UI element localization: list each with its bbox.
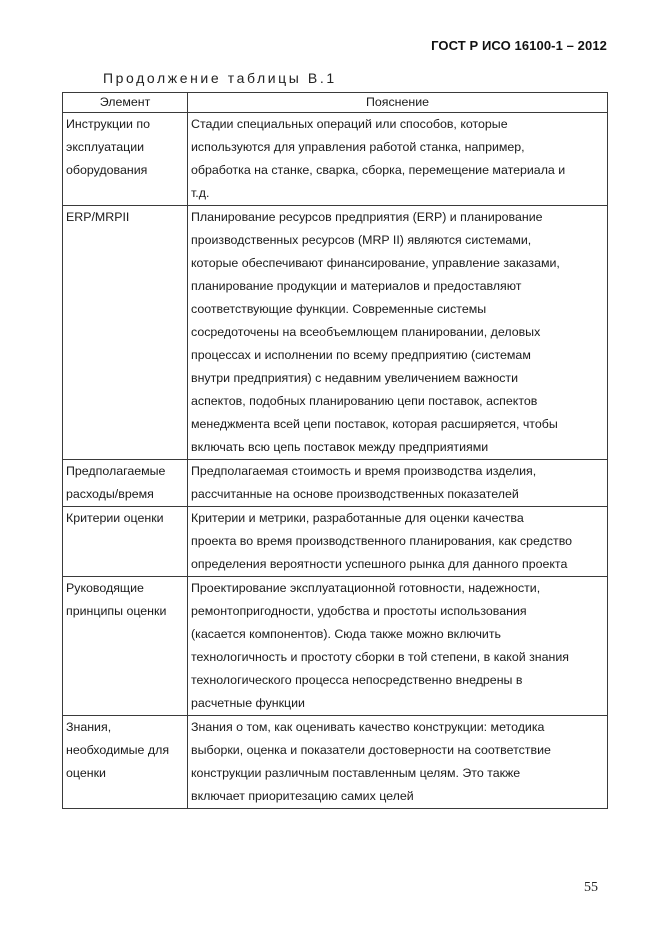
table-row [63,206,608,460]
element-text: ERP/MRPII [66,210,130,224]
explanation-text: Планирование ресурсов предприятия (ERP) и планирование производственных ресурсов (MRP II) являются системами, которые обеспечивают финансирование, управление заказами, планирование продукции и материалов и предоставляют соответствующие функции. Современные системы сосредоточены на всеобъемлющем планировании, деловых процессах и исполнении по всему предприятию (системам внутри предприятия) с недавним увеличением важности аспектов, подобных планированию цепи поставок, аспектов менеджмента всей цепи поставок, которая расширяется, чтобы включать всю цепь поставок между предприятиями [191,210,560,454]
element-cell [63,206,188,460]
element-text: Инструкции по эксплуатации оборудования [66,117,150,177]
explanation-cell [188,507,608,577]
page-header-standard-code: ГОСТ Р ИСО 16100-1 – 2012 [431,38,607,53]
explanation-cell [188,577,608,716]
table-header-row [63,93,608,113]
element-text: Критерии оценки [66,511,164,525]
table-row [63,577,608,716]
explanation-cell [188,716,608,809]
element-cell [63,507,188,577]
element-text: Знания, необходимые для оценки [66,720,170,780]
explanation-cell [188,460,608,507]
explanation-text: Критерии и метрики, разработанные для оценки качества проекта во время производственного планирования, как средство определения вероятности успешного рынка для данного проекта [191,511,573,571]
explanation-text: Проектирование эксплуатационной готовности, надежности, ремонтопригодности, удобства и простоты использования (касается компонентов). Сюда также можно включить технологичность и простоту сборки в той степени, в какой знания технологического процесса непосредственно внедрены в расчетные функции [191,581,569,710]
table-row [63,716,608,809]
explanation-text: Стадии специальных операций или способов, которые используются для управления работой станка, например, обработка на станке, сварка, сборка, перемещение материала и т.д. [191,117,566,200]
element-cell [63,716,188,809]
page-number: 55 [584,880,598,895]
element-text: Предполагаемые расходы/время [66,464,166,501]
table-row [63,507,608,577]
column-header-explanation: Пояснение [188,93,608,113]
element-text: Руководящие принципы оценки [66,581,167,618]
column-header-element: Элемент [63,93,188,113]
explanation-text: Знания о том, как оценивать качество конструкции: методика выборки, оценка и показатели достоверности на соответствие конструкции различным поставленным целям. Это также включает приоритезацию самих целей [191,720,551,803]
explanation-text: Предполагаемая стоимость и время производства изделия, рассчитанные на основе производственных показателей [191,464,537,501]
element-cell [63,460,188,507]
table-row [63,460,608,507]
element-cell [63,577,188,716]
element-cell [63,113,188,206]
explanation-cell [188,206,608,460]
table-row [63,113,608,206]
table-caption: Продолжение таблицы В.1 [103,70,337,86]
explanation-cell [188,113,608,206]
definitions-table [62,92,608,809]
